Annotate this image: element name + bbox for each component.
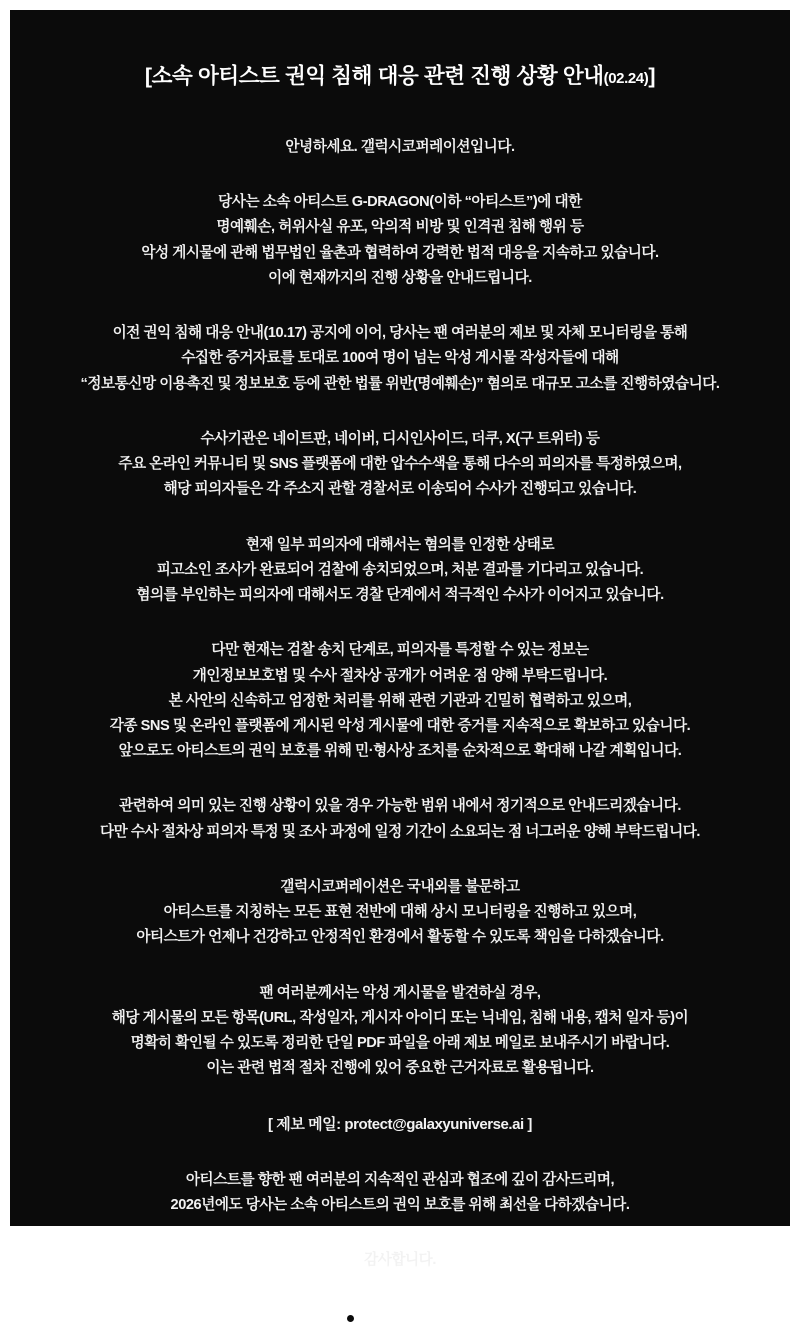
- paragraph-line: 해당 피의자들은 각 주소지 관할 경찰서로 이송되어 수사가 진행되고 있습니다.: [163, 481, 637, 498]
- paragraph-block-8: [44, 981, 756, 1082]
- paragraph-line: 다만 현재는 검찰 송치 단계로, 피의자를 특정할 수 있는 정보는: [211, 642, 589, 659]
- paragraph-line: 팬 여러분께서는 악성 게시물을 발견하실 경우,: [259, 984, 541, 1001]
- paragraph-line: 이에 현재까지의 진행 상황을 안내드립니다.: [268, 269, 532, 286]
- paragraph-block-5: [44, 638, 756, 764]
- paragraph-line: 갤럭시코퍼레이션은 국내외를 불문하고: [280, 878, 520, 895]
- paragraph-block-1: [44, 190, 756, 291]
- paragraph-line: 주요 온라인 커뮤니티 및 SNS 플랫폼에 대한 압수수색을 통해 다수의 피의자를 특정하였으며,: [118, 456, 682, 473]
- report-email-block: [44, 1112, 756, 1138]
- paragraph-line: 수사기관은 네이트판, 네이버, 디시인사이드, 더쿠, X(구 트위터) 등: [200, 430, 600, 447]
- galaxy-corp-logo-icon: [343, 1311, 358, 1326]
- paragraph-line: 해당 게시물의 모든 항목(URL, 작성일자, 게시자 아이디 또는 닉네임, 침해 내용, 캡처 일자 등)이: [111, 1009, 689, 1026]
- paragraph-line: “정보통신망 이용촉진 및 정보보호 등에 관한 법률 위반(명예훼손)” 혐의로 대규모 고소를 진행하였습니다.: [80, 375, 720, 392]
- paragraph-line: 명예훼손, 허위사실 유포, 악의적 비방 및 인격권 침해 행위 등: [216, 219, 584, 236]
- closing-block: [44, 1168, 756, 1218]
- paragraph-line: 각종 SNS 및 온라인 플랫폼에 게시된 악성 게시물에 대한 증거를 지속적으로 확보하고 있습니다.: [109, 718, 691, 734]
- paragraph-block-6: [44, 794, 756, 844]
- paragraph-line: 앞으로도 아티스트의 권익 보호를 위해 민·형사상 조치를 순차적으로 확대해 나갈 계획입니다.: [118, 743, 682, 760]
- thanks-line: 감사합니다.: [364, 1251, 436, 1268]
- paragraph-line: 현재 일부 피의자에 대해서는 혐의를 인정한 상태로: [245, 536, 555, 553]
- closing-line: 2026년에도 당사는 소속 아티스트의 권익 보호를 위해 최선을 다하겠습니다.: [170, 1196, 630, 1213]
- title-date: (02.24): [603, 70, 649, 87]
- thanks-block: [44, 1248, 756, 1273]
- paragraph-block-7: [44, 875, 756, 951]
- greeting-block: [44, 135, 756, 160]
- title-close: ]: [648, 64, 656, 88]
- footer-logo: [44, 1311, 756, 1326]
- paragraph-line: 본 사안의 신속하고 엄정한 처리를 위해 관련 기관과 긴밀히 협력하고 있으며,: [168, 692, 632, 709]
- greeting-line: 안녕하세요. 갤럭시코퍼레이션입니다.: [285, 139, 515, 156]
- report-email-line[interactable]: [ 제보 메일: protect@galaxyuniverse.ai ]: [268, 1115, 532, 1133]
- page-title: [44, 62, 756, 95]
- notice-card: [10, 10, 790, 1325]
- footer-logo-text: GALAXY CORP.: [363, 1312, 458, 1325]
- paragraph-block-4: [44, 533, 756, 609]
- closing-line: 아티스트를 향한 팬 여러분의 지속적인 관심과 협조에 깊이 감사드리며,: [185, 1171, 615, 1188]
- paragraph-line: 개인정보보호법 및 수사 절차상 공개가 어려운 점 양해 부탁드립니다.: [192, 667, 608, 684]
- paragraph-line: 이는 관련 법적 절차 진행에 있어 중요한 근거자료로 활용됩니다.: [206, 1060, 594, 1077]
- paragraph-line: 관련하여 의미 있는 진행 상황이 있을 경우 가능한 범위 내에서 정기적으로 안내드리겠습니다.: [119, 798, 681, 815]
- paragraph-line: 이전 권익 침해 대응 안내(10.17) 공지에 이어, 당사는 팬 여러분의 제보 및 자체 모니터링을 통해: [112, 325, 688, 342]
- paragraph-line: 다만 수사 절차상 피의자 특정 및 조사 과정에 일정 기간이 소요되는 점 너그러운 양해 부탁드립니다.: [100, 823, 700, 840]
- paragraph-line: 피고소인 조사가 완료되어 검찰에 송치되었으며, 처분 결과를 기다리고 있습니다.: [156, 561, 644, 578]
- paragraph-line: 아티스트를 지칭하는 모든 표현 전반에 대해 상시 모니터링을 진행하고 있으며,: [163, 904, 637, 921]
- paragraph-block-2: [44, 321, 756, 397]
- paragraph-line: 혐의를 부인하는 피의자에 대해서도 경찰 단계에서 적극적인 수사가 이어지고 있습니다.: [136, 587, 664, 604]
- paragraph-line: 당사는 소속 아티스트 G-DRAGON(이하 “아티스트”)에 대한: [218, 194, 582, 211]
- paragraph-line: 아티스트가 언제나 건강하고 안정적인 환경에서 활동할 수 있도록 책임을 다하겠습니다.: [136, 929, 664, 946]
- paragraph-line: 악성 게시물에 관해 법무법인 율촌과 협력하여 강력한 법적 대응을 지속하고 있습니다.: [141, 244, 659, 261]
- title-main: [소속 아티스트 권익 침해 대응 관련 진행 상황 안내: [144, 64, 604, 88]
- paragraph-line: 명확히 확인될 수 있도록 정리한 단일 PDF 파일을 아래 제보 메일로 보내주시기 바랍니다.: [130, 1035, 670, 1052]
- paragraph-block-3: [44, 427, 756, 503]
- paragraph-line: 수집한 증거자료를 토대로 100여 명이 넘는 악성 게시물 작성자들에 대해: [181, 350, 619, 367]
